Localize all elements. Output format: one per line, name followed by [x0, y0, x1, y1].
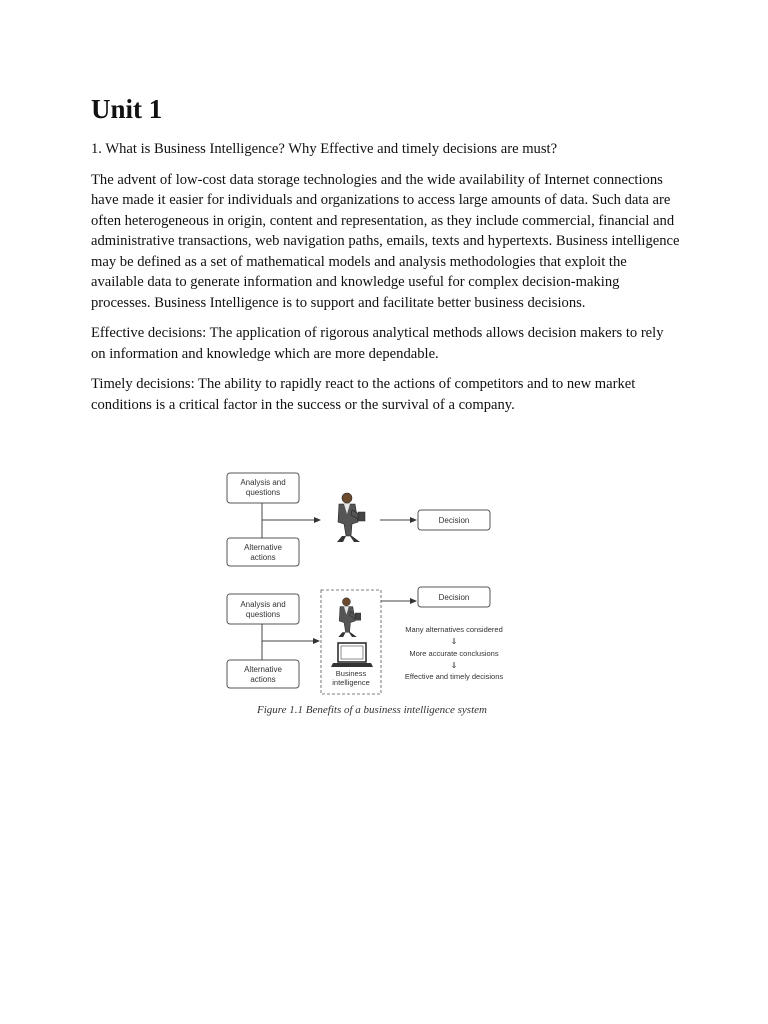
- benefit-accurate-conclusions: More accurate conclusions: [409, 649, 499, 658]
- svg-text:Alternative: Alternative: [244, 543, 282, 552]
- alternative-box-top: [227, 538, 299, 566]
- page-title: Unit 1: [91, 94, 163, 124]
- document-body: [91, 92, 681, 425]
- decision-box-bottom: [418, 587, 490, 607]
- svg-text:actions: actions: [250, 675, 276, 684]
- svg-text:Decision: Decision: [438, 516, 470, 525]
- svg-text:Decision: Decision: [438, 593, 470, 602]
- figure-caption: Figure 1.1 Benefits of a business intelligence system: [257, 704, 487, 716]
- decision-maker-icon: [338, 598, 360, 637]
- analysis-box-top: [227, 473, 299, 503]
- svg-text:Alternative: Alternative: [244, 665, 282, 674]
- bi-benefits-diagram: [222, 470, 522, 702]
- bi-benefits-figure: [222, 470, 522, 722]
- intro-paragraph: The advent of low-cost data storage technologies and the wide availability of Internet connections have made it easier for individuals and organizations to access large amounts of data. Such data are often heterogeneous in origin, content and representation, as they include commercial, financial and administrative transactions, web navigation paths, emails, texts and hypertexts. Business intelligence may be defined as a set of mathematical models and analysis methodologies that exploit the available data to generate information and knowledge useful for complex decision-making processes. Business Intelligence is to support and facilitate better business decisions.: [91, 171, 680, 311]
- benefit-many-alternatives: Many alternatives considered: [405, 625, 503, 634]
- analysis-box-bottom: [227, 594, 299, 624]
- svg-text:Analysis and: Analysis and: [240, 478, 286, 487]
- down-arrow-glyph: ⇓: [450, 637, 458, 646]
- timely-decisions-paragraph: Timely decisions: The ability to rapidly react to the actions of competitors and to new market conditions is a critical factor in the success or the survival of a company.: [91, 376, 636, 413]
- computer-icon: [331, 643, 373, 667]
- bi-label-line2: intelligence: [332, 678, 370, 687]
- benefit-effective-timely: Effective and timely decisions: [404, 672, 504, 681]
- svg-text:actions: actions: [250, 553, 276, 562]
- effective-decisions-paragraph: Effective decisions: The application of rigorous analytical methods allows decision makers to rely on information and knowledge which are more dependable.: [91, 325, 664, 362]
- down-arrow-glyph: ⇓: [450, 661, 458, 670]
- bi-label-line1: Business: [335, 669, 367, 678]
- decision-box-top: [418, 510, 490, 530]
- svg-text:Analysis and: Analysis and: [240, 600, 286, 609]
- decision-maker-icon: [337, 493, 365, 542]
- alternative-box-bottom: [227, 660, 299, 688]
- svg-text:questions: questions: [245, 610, 281, 619]
- svg-text:questions: questions: [245, 488, 281, 497]
- question-text: 1. What is Business Intelligence? Why Effective and timely decisions are must?: [91, 141, 558, 157]
